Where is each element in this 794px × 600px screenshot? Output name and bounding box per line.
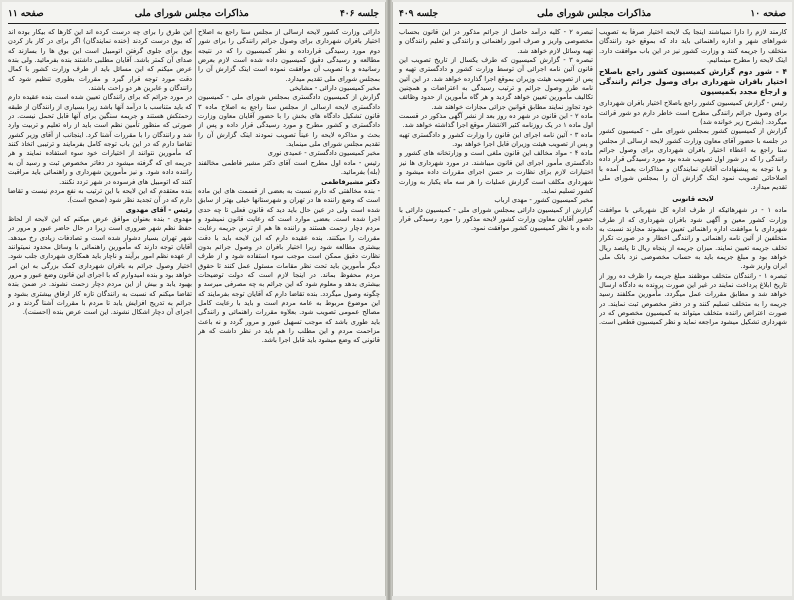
body-paragraph: ماده ۴ - مواد مخالف این قانون ملغی است و وزارتخانه های کشور و دادگستری مأمور اجرای این قانون میباشند. در مورد شهرداری ها نیز اختیارات لازم برای نظارت بر حسن اجرای مقررات داده میشود و شهرداری مکلف است گزارش عملیات را هر سه ماه یکبار به وزارت کشور تسلیم نماید. <box>399 149 593 195</box>
section-heading: ۴ - شور دوم گزارش کمیسیون کشور راجع باصلاح اختیار بافران شهرداری برای وصول جرائم رانندگی و ارجاع مجدد بکمیسیون <box>599 67 787 97</box>
right-page <box>392 2 792 596</box>
body-paragraph: ماده ۲ - این قانون در شهر ده روز بعد از نشر آگهی مذکور در قسمت اول ماده ۱ در یک روزنامه کثیر الانتشار موقع اجرا گذاشته خواهد شد. <box>399 112 593 130</box>
body-paragraph: تبصره ۱ - رانندگان متخلف موظفند مبلغ جریمه را ظرف ده روز از تاریخ ابلاغ پرداخت نمایند در غیر این صورت پرونده به دادگاه ارسال خواهد شد و مطابق مقررات عمل میگردد. مأمورین مکلفند رسید جریمه را به متخلف تسلیم کنند و در دفتر مخصوص ثبت نمایند. در صورت اعتراض راننده متخلف میتواند به کمیسیون مخصوص که در شهرداری تشکیل میشود مراجعه نماید و نظر کمیسیون قطعی است. <box>599 271 787 327</box>
speaker-label: رئیس - آقای مهدوی <box>125 205 192 214</box>
body-paragraph: مهدوی - بنده بعنوان موافق عرض میکنم که این لایحه از لحاظ حفظ نظم شهر ضروری است زیرا در حال حاضر عبور و مرور در شهر تهران بسیار دشوار شده است و تصادفات زیادی رخ میدهد. آقایان توجه دارند که مأمورین راهنمائی با وسائل محدود نمیتوانند از عهده نظم امور برآیند و ناچار باید همکاری شهرداری جلب شود. اختیار وصول جرائم به بافران شهرداری کمک بزرگی به این امر خواهد بود و بنده امیدوارم که با اجرای این قانون وضع عبور و مرور بهبود یابد و بیش از این مردم دچار زحمت نشوند. در ضمن بنده تقاضا میکنم که نسبت به رانندگان تازه کار ارفاق بیشتری بشود و جرائم به تدریج افزایش یابد تا مردم با مقررات آشنا گردند و در اجرای آن دچار اشکال نشوند. این است عرض بنده (احسنت). <box>8 214 192 317</box>
body-paragraph: مخبر کمیسیون دارائی - مشایخی <box>289 84 380 93</box>
body-paragraph: در مورد جرائم که برای رانندگان تعیین شده است بنده عقیده دارم که باید متناسب با درآمد آنها باشد زیرا بسیاری از رانندگان از طبقه زحمتکش هستند و جریمه سنگین برای آنها قابل تحمل نیست. در صورتی که منظور تأمین نظم است باید از راه تعلیم و تربیت وارد شد و رانندگان را با مقررات آشنا کرد. اینجانب از آقای وزیر کشور تقاضا دارم که در این باب توجه کامل بفرمایند و ترتیبی اتخاذ کنند که مأمورین نتوانند از اختیارات خود سوء استفاده نمایند و هر جریمه ای که گرفته میشود در دفاتر مخصوص ثبت و رسید آن به راننده داده شود. و نیز مأمورین شهرداری و راهنمائی باید مراقبت کنند که اتومبیل های فرسوده در شهر تردد نکنند. <box>8 93 192 186</box>
body-paragraph: تبصره ۳ - گزارش کمیسیون که طرف یکسال از تاریخ تصویب این قانون آئین نامه اجرائی آن توسط وزارت کشور و دادگستری تهیه و پس از تصویب هیئت وزیران بموقع اجرا گذارده خواهد شد. در این آئین نامه طرز وصول جرائم و ترتیب رسیدگی به اعتراضات و همچنین تکالیف مأمورین تعیین خواهد گردید و هر گاه مأمورین از حدود وظائف خود تجاوز نمایند مطابق قوانین جزائی مجازات خواهند شد. <box>399 56 593 111</box>
left-page <box>2 2 386 596</box>
body-paragraph: ماده ۳ - آئین نامه اجرای این قانون را وزارت کشور و دادگستری تهیه و پس از تصویب هیئت وزیران قابل اجرا خواهد بود. <box>399 130 593 149</box>
body-paragraph: دارائی وزارت کشور لایحه ارسالی از مجلس سنا راجع به اصلاح اختیار بافران شهرداری برای وصول جرائم رانندگی را برای شور دوم مورد رسیدگی قرارداده و نظر کمیسیون را که در نتیجه مطالعه و رسیدگی دقیق کمیسیون داده شده است لازم بعرض رسانیده و با تصویب آن موافقت نموده است اینک گزارش آن را بمجلس شورای ملی تقدیم میدارد. <box>198 28 380 83</box>
right-page-header <box>399 6 786 21</box>
right-header-rule <box>399 23 786 24</box>
left-column-separator <box>195 28 196 590</box>
body-paragraph: گزارش از کمیسیون دادگستری بمجلس شورای ملی - کمیسیون دادگستری لایحه ارسالی از مجلس سنا راجع به اصلاح ماده ۳ قانون تشکیل دادگاه های بخش را با حضور آقایان معاون وزارت دادگستری و کشور مطرح و مورد رسیدگی قرار داده و پس از بحث و مذاکره لایحه را عیناً تصویب نمودند اینک گزارش آن را تقدیم مجلس شورای ملی مینماید. <box>198 93 380 149</box>
body-paragraph: کارمند لازم را دارا نمیباشند اینجا یک لایحه اختیار صرفاً به تصویب شوراهای شهر و اداره راهنمائی باید داد که بموقع خود رانندگان متخلف را جریمه کنند و وزارت کشور نیز در این باب موافقت دارد. اینک لایحه را مطرح مینمائیم. <box>599 28 787 65</box>
speaker-label: دکتر مشیرفاطمی <box>321 177 380 186</box>
body-paragraph: رئیس - ماده اول مطرح است آقای دکتر مشیر فاطمی مخالفند (بله) بفرمائید. <box>198 158 380 177</box>
body-paragraph: رئیس - گزارش کمیسیون کشور راجع باصلاح اختیار بافران شهرداری برای وصول جرائم رانندگی مطرح است خاطر دارم دو شور قرائت میگردد. (بشرح زیر خوانده شد) <box>599 99 787 127</box>
left-page-title: مذاکرات مجلس شورای ملی <box>134 8 249 19</box>
right-page-title: مذاکرات مجلس شورای ملی <box>537 8 652 19</box>
centered-title: لایحه قانونی <box>672 194 714 203</box>
left-page-header <box>8 6 379 21</box>
body-paragraph: مخبر کمیسیون کشور - مهدی ارباب <box>494 196 593 205</box>
left-session-label: جلسه ۴۰۶ <box>339 8 379 19</box>
body-paragraph: تبصره ۲ - کلیه درآمد حاصل از جرائم مذکور در این قانون بحساب مخصوصی واریز و صرف امور راهنمائی و رانندگی و تعلیم رانندگان و تهیه وسائل لازم خواهد شد. <box>399 28 593 55</box>
left-page-left-column <box>8 28 192 592</box>
body-paragraph: مخبر کمیسیون دادگستری - عمیدی نوری <box>267 149 380 158</box>
right-column-separator <box>596 28 597 590</box>
right-page-number: صفحه ۱۰ <box>750 8 786 19</box>
body-paragraph: این طرق را برای چه درست کرده اند این کارها که بیکار بوده اند که بوق درست کردند (خنده نمایندگان) اگر برای در کار باز کردن بوق برای جلوی گرفتن اتومبیل است این بوق ها را بسازند که صدای آن کمتر باشد. آقایان مطلبی داشتند بنده بفرمائید. ولی بنده عرض میکنم که این مسائل باید از طرف وزارت کشور با کمال دقت مورد توجه قرار گیرد و مقررات بطوری تنظیم شود که رانندگان و عابرین هر دو راحت باشند. <box>8 28 192 93</box>
left-page-right-column <box>198 28 380 592</box>
body-paragraph: بنده معتقدم که این لایحه با این ترتیب به نفع مردم نیست و تقاضا دارم که در آن تجدید نظر شود (صحیح است). <box>8 186 192 205</box>
left-page-number: صفحه ۱۱ <box>8 8 44 19</box>
body-paragraph: گزارش از کمیسیون کشور بمجلس شورای ملی - کمیسیون کشور در جلسه با حضور آقای معاون وزارت کشور لایحه ارسالی از مجلس سنا راجع به اعطاء اختیار بافران شهرداری برای وصول جرائم رانندگی را که در شور اول تصویب شده بود مورد رسیدگی قرار داده و با توجه به پیشنهادات آقایان نمایندگان و مذاکرات بعمل آمده با اصلاحاتی تصویب نمود اینک گزارش آن را بمجلس شورای ملی تقدیم میدارد. <box>599 127 787 192</box>
left-header-rule <box>8 23 379 24</box>
body-paragraph: ماده ۱ - در شهرهائیکه از طرف اداره کل شهربانی با موافقت وزارت کشور معین و آگهی شود بافران شهرداری که از طرف شهرداری با موافقت اداره راهنمائی تعیین میشوند مجازند نسبت به متخلفین از آئین نامه راهنمائی و رانندگی اخطار و در صورت تکرار تخلف جریمه تعیین نمایند. میزان جریمه از پنجاه ریال تا پانصد ریال خواهد بود و مبلغ جریمه باید به حساب مخصوصی نزد بانک ملی ایران واریز شود. <box>599 206 787 271</box>
body-paragraph: گزارش از کمیسیون دارائی بمجلس شورای ملی - کمیسیون دارائی با حضور آقایان معاون وزارت کشور لایحه مذکور را مورد رسیدگی قرار داده و با نظر کمیسیون کشور موافقت نمود. <box>399 205 593 233</box>
right-page-left-column <box>399 28 593 592</box>
right-session-label: جلسه ۴۰۹ <box>399 8 439 19</box>
body-paragraph: - بنده مخالفتی که دارم نسبت به بعضی از قسمت های این ماده است که وضع راننده ها در تهران و شهرستانها خیلی بهتر از سابق شده است ولی در عین حال باید دید که قانون فعلی تا چه حدی اجرا شده است. بعضی موارد است که رعایت قانون نمیشود و مردم دچار زحمت هستند و راننده ها هم از ترس جریمه رعایت مقررات را میکنند. بنده عقیده دارم که این لایحه باید با دقت بیشتری مطالعه شود زیرا اختیار بافران در وصول جرائم بدون نظارت دقیق ممکن است موجب سوء استفاده شود و از طرف دیگر مأمورین باید تحت نظر مقامات مسئول عمل کنند تا حقوق مردم محفوظ بماند. در اینجا لازم است که دولت توضیحات بیشتری بدهد و معلوم شود که این جرائم به چه مصرفی میرسد و چگونه وصول میگردد. بنده تقاضا دارم که آقایان توجه بفرمایند که این موضوع مربوط به عامه مردم است و باید با رعایت کامل مصالح عمومی تصویب شود. بعلاوه مقررات راهنمائی و رانندگی باید طوری باشد که موجب تسهیل عبور و مرور گردد و نه باعث مزاحمت مردم و این مطلب را هم باید در نظر داشت که هر قانونی که وضع میشود باید قابل اجرا باشد. <box>198 186 380 345</box>
right-page-right-column <box>599 28 787 592</box>
